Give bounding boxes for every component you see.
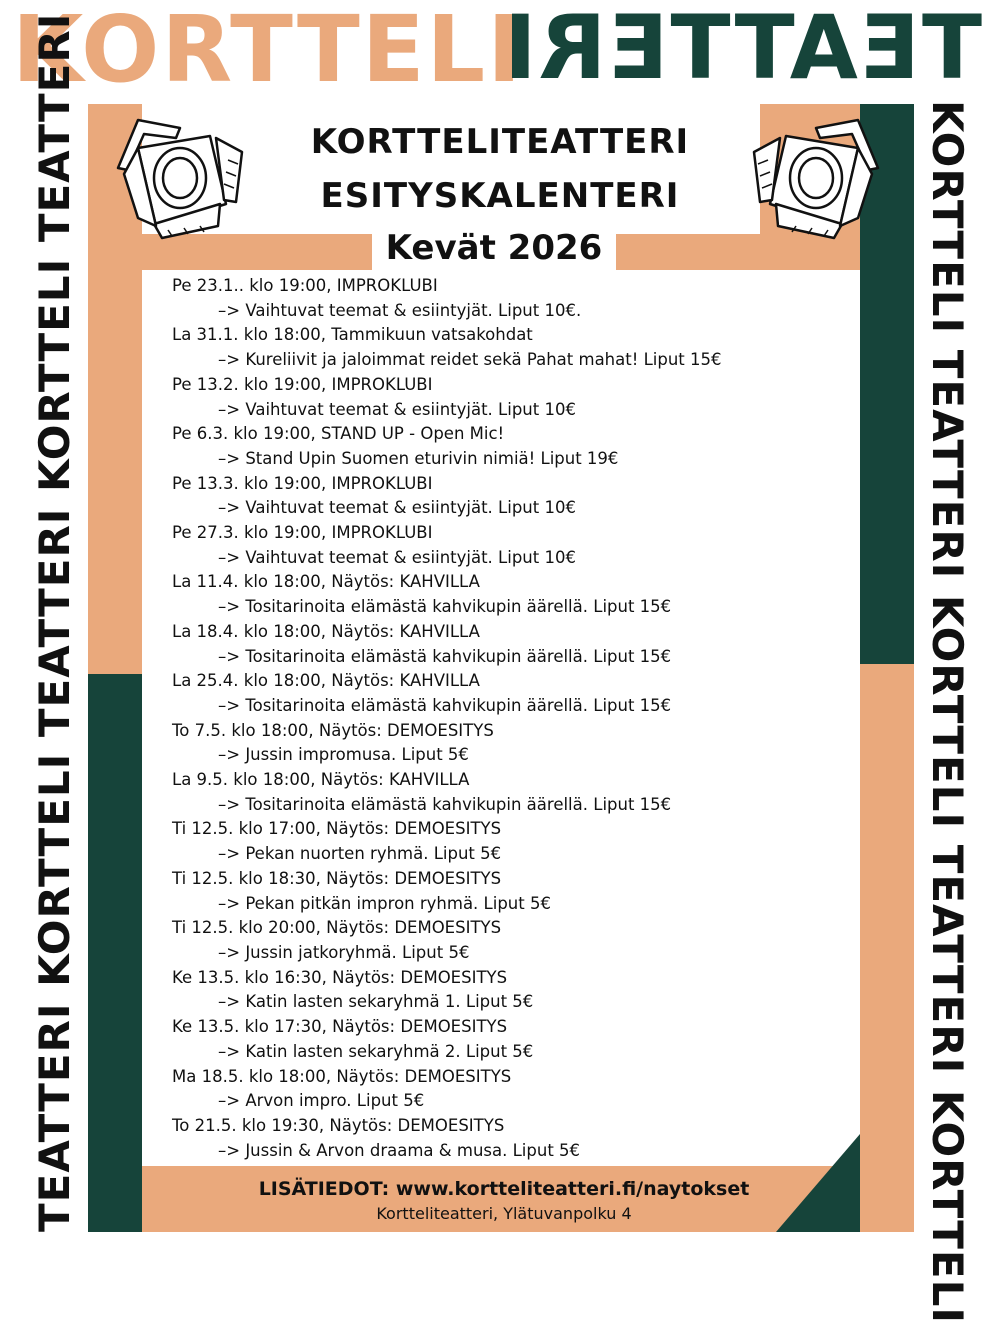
- event-detail: –> Vaihtuvat teemat & esiintyjät. Liput 10€: [218, 399, 576, 419]
- event-detail: –> Pekan nuorten ryhmä. Liput 5€: [218, 844, 502, 864]
- side-text-left: TEATTERI KORTTELI TEATTERI KORTTELI TEATTERI: [30, 12, 79, 1232]
- event-item: [172, 719, 852, 768]
- event-item: [172, 323, 852, 372]
- event-date-title: La 11.4. klo 18:00, Näytös: KAHVILLA: [172, 572, 480, 592]
- event-date-title: Ma 18.5. klo 18:00, Näytös: DEMOESITYS: [172, 1066, 512, 1086]
- event-item: [172, 422, 852, 471]
- address: Kortteliteatteri, Ylätuvanpolku 4: [376, 1204, 632, 1223]
- event-date-title: Pe 13.3. klo 19:00, IMPROKLUBI: [172, 473, 433, 493]
- event-list: [172, 274, 852, 1163]
- event-date-title: Pe 6.3. klo 19:00, STAND UP - Open Mic!: [172, 424, 505, 444]
- season-title: Kevät 2026: [372, 226, 616, 270]
- website-link[interactable]: www.kortteliteatteri.fi/naytokset: [395, 1178, 750, 1200]
- right-orange-panel: [860, 664, 914, 1232]
- event-item: [172, 916, 852, 965]
- info-line: [150, 1178, 858, 1200]
- event-detail: –> Katin lasten sekaryhmä 2. Liput 5€: [218, 1041, 534, 1061]
- event-item: [172, 817, 852, 866]
- event-detail: –> Vaihtuvat teemat & esiintyjät. Liput 10€: [218, 498, 576, 518]
- event-detail: –> Jussin jatkoryhmä. Liput 5€: [218, 942, 470, 962]
- event-detail: –> Jussin & Arvon draama & musa. Liput 5€: [218, 1140, 581, 1160]
- wordmark-teatteri-mirrored: TEATTERI: [501, 0, 982, 99]
- event-item: [172, 1065, 852, 1114]
- event-detail: –> Vaihtuvat teemat & esiintyjät. Liput 10€: [218, 547, 576, 567]
- event-date-title: La 18.4. klo 18:00, Näytös: KAHVILLA: [172, 621, 480, 641]
- event-date-title: Pe 23.1.. klo 19:00, IMPROKLUBI: [172, 276, 438, 295]
- event-detail: –> Arvon impro. Liput 5€: [218, 1091, 425, 1111]
- event-detail: –> Katin lasten sekaryhmä 1. Liput 5€: [218, 992, 534, 1012]
- event-item: [172, 867, 852, 916]
- event-detail: –> Jussin impromusa. Liput 5€: [218, 745, 469, 765]
- event-item: [172, 521, 852, 570]
- event-date-title: La 9.5. klo 18:00, Näytös: KAHVILLA: [172, 770, 470, 790]
- left-green-panel: [88, 674, 142, 1232]
- event-item: [172, 472, 852, 521]
- event-date-title: Ke 13.5. klo 17:30, Näytös: DEMOESITYS: [172, 1017, 508, 1037]
- event-item: [172, 620, 852, 669]
- event-item: [172, 373, 852, 422]
- event-date-title: Pe 27.3. klo 19:00, IMPROKLUBI: [172, 523, 433, 543]
- event-item: [172, 570, 852, 619]
- event-detail: –> Tositarinoita elämästä kahvikupin äärellä. Liput 15€: [218, 597, 672, 617]
- event-date-title: La 31.1. klo 18:00, Tammikuun vatsakohdat: [172, 325, 533, 345]
- event-date-title: To 21.5. klo 19:30, Näytös: DEMOESITYS: [172, 1115, 505, 1135]
- event-detail: –> Stand Upin Suomen eturivin nimiä! Liput 19€: [218, 448, 619, 468]
- event-detail: –> Pekan pitkän impron ryhmä. Liput 5€: [218, 893, 551, 913]
- title-calendar: ESITYSKALENTERI: [320, 176, 680, 216]
- event-date-title: Ti 12.5. klo 18:30, Näytös: DEMOESITYS: [172, 868, 502, 888]
- event-detail: –> Tositarinoita elämästä kahvikupin äärellä. Liput 15€: [218, 695, 672, 715]
- event-date-title: To 7.5. klo 18:00, Näytös: DEMOESITYS: [172, 720, 494, 740]
- event-detail: –> Tositarinoita elämästä kahvikupin äärellä. Liput 15€: [218, 646, 672, 666]
- event-date-title: Pe 13.2. klo 19:00, IMPROKLUBI: [172, 374, 433, 394]
- event-date-title: Ti 12.5. klo 20:00, Näytös: DEMOESITYS: [172, 918, 502, 938]
- event-item: [172, 966, 852, 1015]
- info-label: LISÄTIEDOT:: [258, 1178, 390, 1200]
- event-item: [172, 1114, 852, 1163]
- wordmark-kortteli: KORTTELI: [12, 0, 524, 103]
- event-detail: –> Tositarinoita elämästä kahvikupin äärellä. Liput 15€: [218, 794, 672, 814]
- event-item: [172, 274, 852, 323]
- event-detail: –> Vaihtuvat teemat & esiintyjät. Liput 10€.: [218, 300, 582, 320]
- title-theatre: KORTTELITEATTERI: [310, 122, 690, 162]
- event-item: [172, 669, 852, 718]
- event-item: [172, 768, 852, 817]
- event-date-title: Ke 13.5. klo 16:30, Näytös: DEMOESITYS: [172, 967, 508, 987]
- event-date-title: La 25.4. klo 18:00, Näytös: KAHVILLA: [172, 671, 480, 691]
- event-detail: –> Kureliivit ja jaloimmat reidet sekä Pahat mahat! Liput 15€: [218, 350, 722, 370]
- event-date-title: Ti 12.5. klo 17:00, Näytös: DEMOESITYS: [172, 819, 502, 839]
- event-item: [172, 1015, 852, 1064]
- side-text-right: KORTTELI TEATTERI KORTTELI TEATTERI KORTTELI: [923, 100, 972, 1324]
